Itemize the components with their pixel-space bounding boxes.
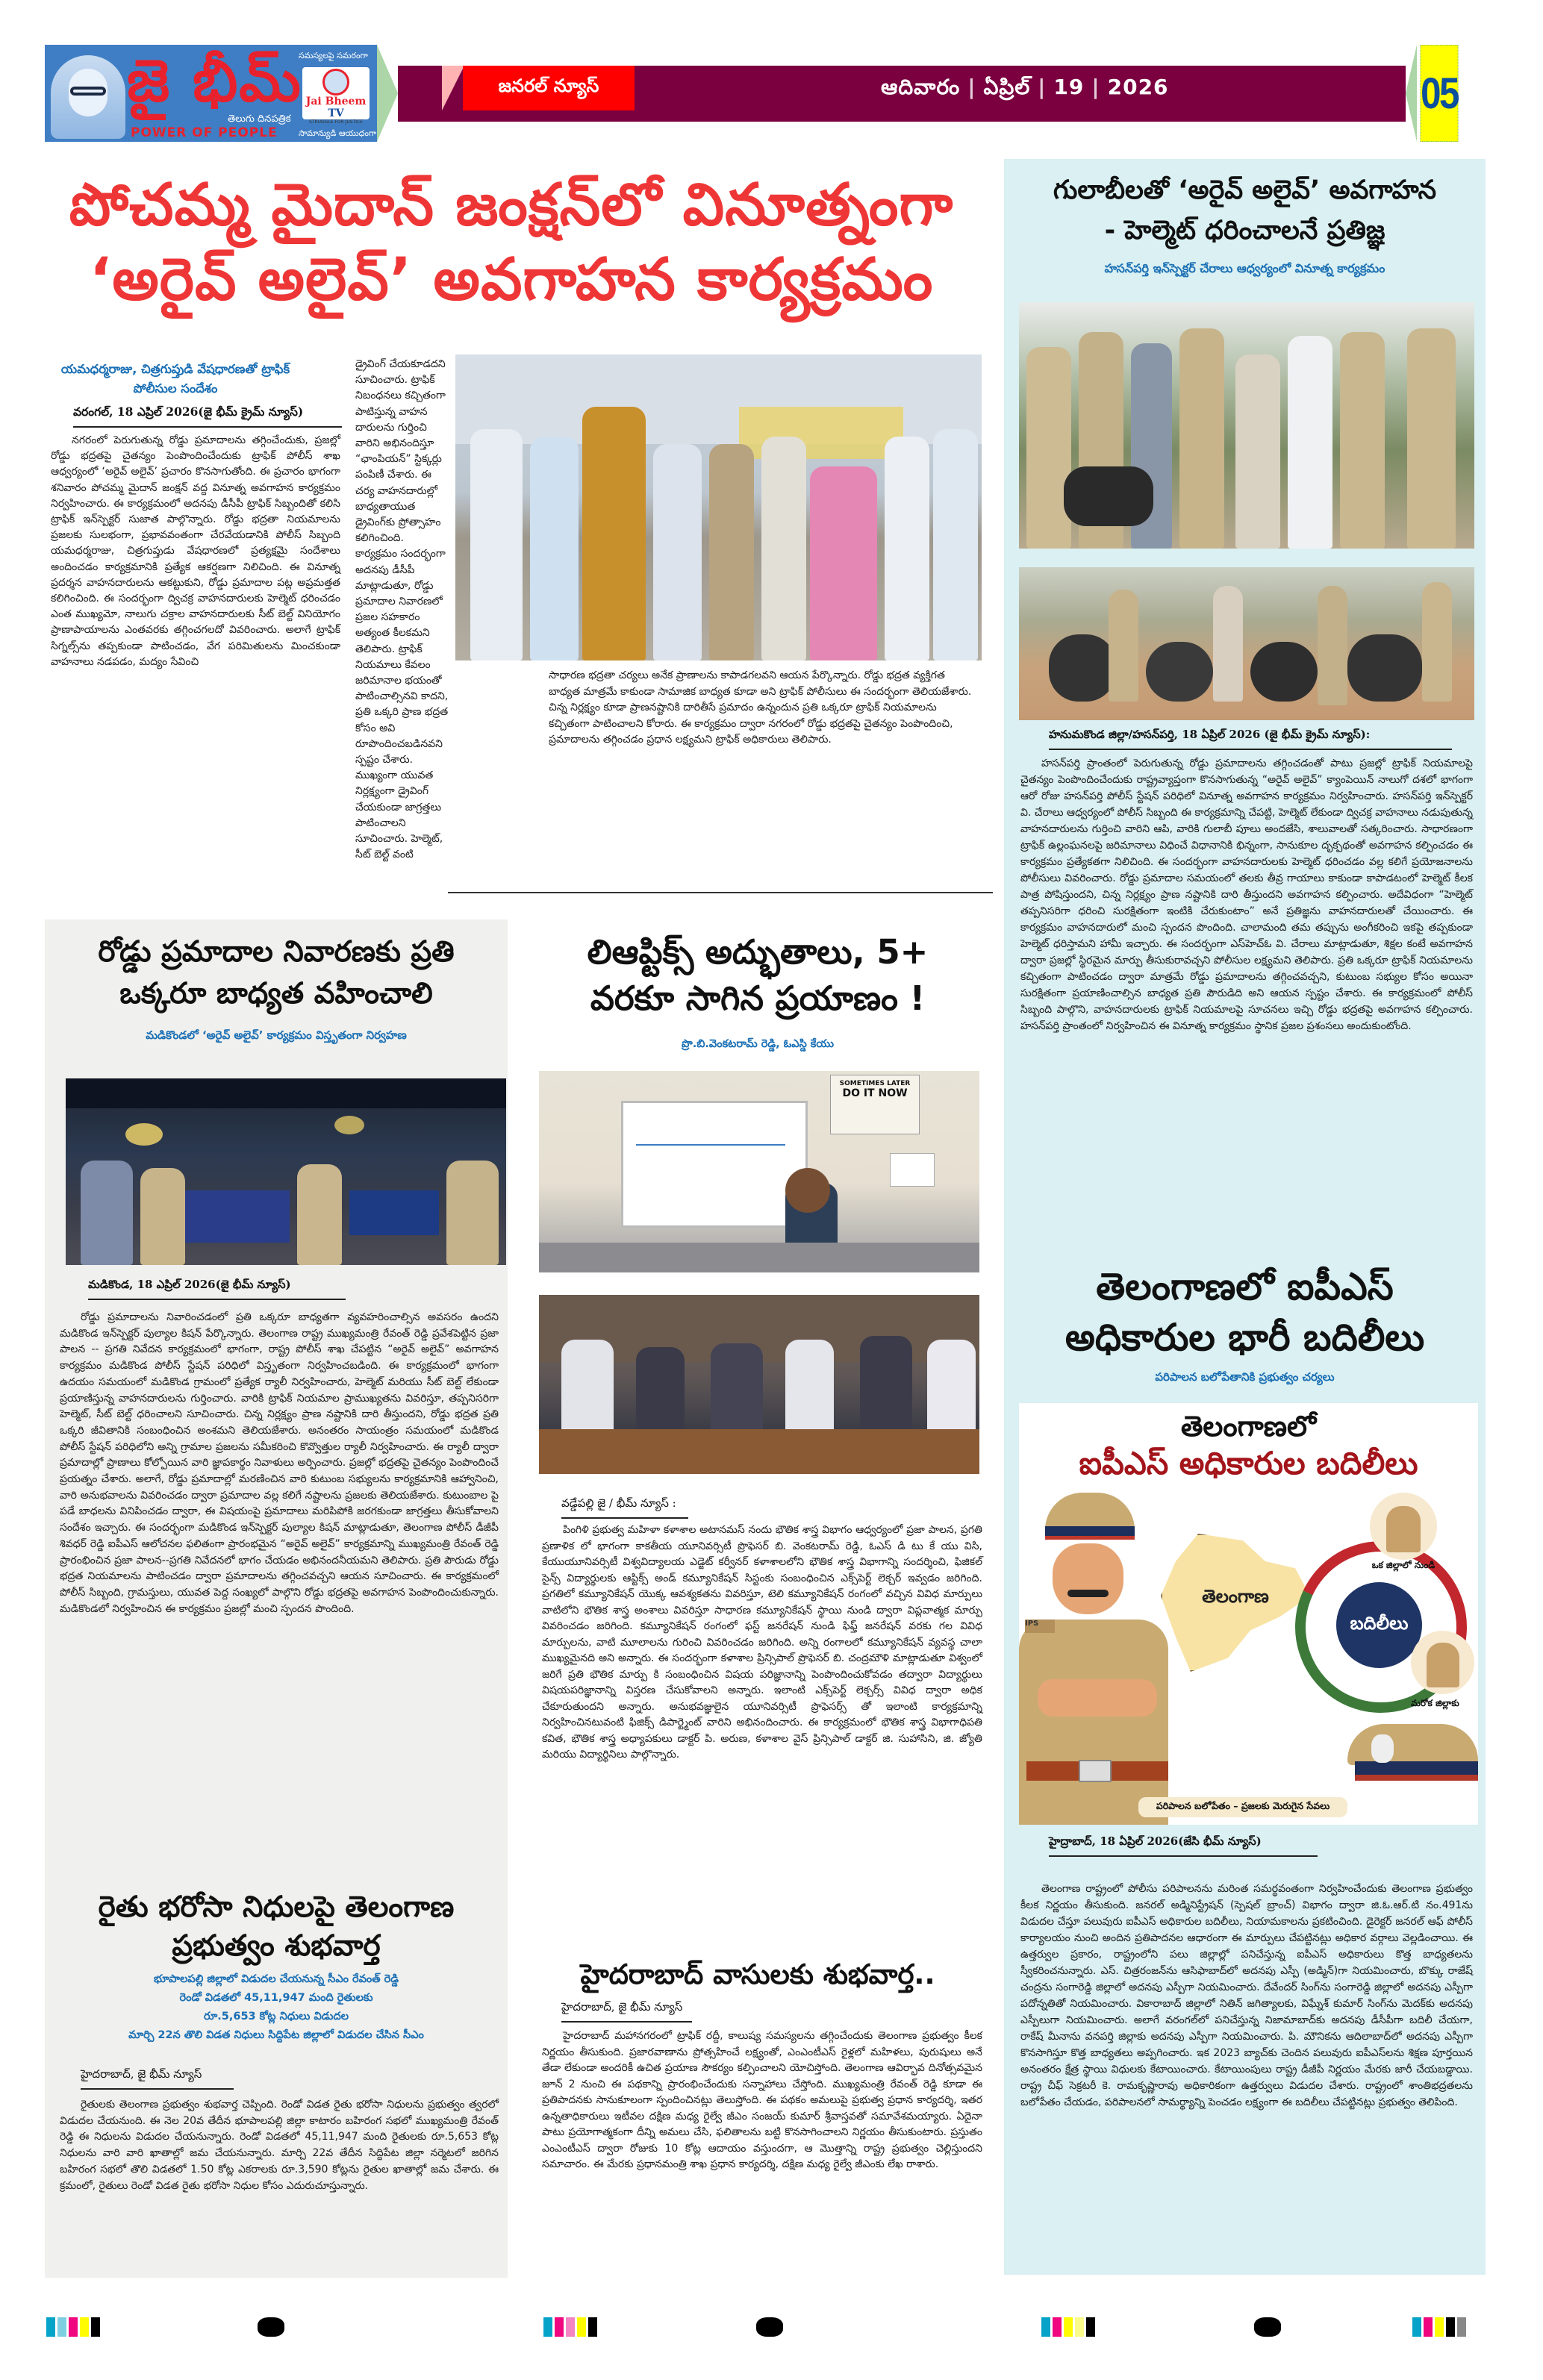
story4-byline: వడ్డేపల్లి జై / భీమ్ న్యూస్ : xyxy=(561,1496,688,1519)
story5-sub4: మార్చి 22న తొలి విడత నిధులు సిద్దిపేట జిల్లాలో విడుదల చేసిన సీఎం xyxy=(128,2029,424,2041)
story7-headline-line1: తెలంగాణలో ఐపీఎస్ xyxy=(1096,1265,1394,1308)
color-swatch xyxy=(543,2317,552,2337)
color-swatch xyxy=(69,2317,78,2337)
story1-subheadline: యమధర్మరాజు, చిత్రగుప్తుడి వేషధారణతో ట్రాఫిక్ పోలీసుల సందేశం xyxy=(60,362,290,396)
color-swatch xyxy=(555,2317,564,2337)
story1-photo[interactable] xyxy=(455,354,982,660)
date-date: 19 xyxy=(1053,75,1085,99)
page-number: 05 xyxy=(1421,45,1459,142)
story4-author: ప్రొ.బి.వెంకటరామ్ రెడ్డి, ఓఎస్డి కేయు xyxy=(681,1038,835,1050)
infographic-title-line1: తెలంగాణలో xyxy=(1180,1410,1317,1443)
story7-body: తెలంగాణ రాష్ట్రంలో పోలీసు పరిపాలనను మరింత సమర్థవంతంగా నిర్వహించేందుకు తెలంగాణ ప్రభుత్వం కీలక నిర్ణయం తీసుకుంది. జనరల్ అడ్మినిస్ట్రేషన్ (స్పెషల్ బ్రాంచ్) విభాగం ద్వారా జి.ఓ.ఆర్.టి నం.491ను విడుదల చేస్తూ పలువురు ఐపీఎస్ అధికారుల బదిలీలు, నియామకాలను ప్రకటించింది. డైరెక్టర్ జనరల్ ఆఫ్ పోలీస్ కార్యాలయం నుంచి అందిన ప్రతిపాదనల ఆధారంగా ఈ మార్పులు చేపట్టినట్లు అధికార వర్గాలు వెల్లడించాయి. ఈ ఉత్తర్వుల ప్రకారం, రాష్ట్రంలోని పలు జిల్లాల్లో పనిచేస్తున్న ఐపీఎస్ అధికారులు కొత్త బాధ్యతలను స్వీకరించనున్నారు. ఎస్. చిత్రరంజన్‌ను ఆసిఫాబాద్‌లో అదనపు ఎస్పీ (అడ్మిన్)గా నియమించారు, బొక్కు రాజేష్ చంద్రను సంగారెడ్డి జిల్లాలో అదనపు ఎస్పీగా నియమించారు. దేవేందర్ సింగ్‌ను సంగారెడ్డి జిల్లాలో అదనపు ఎస్పీగా పదోన్నతితో నియమించారు. వికారాబాద్ జిల్లాలో నితిన్ జగిత్యాలకు, విఘ్నేశ్ కుమార్ సింగ్‌ను మెదక్‌కు అదనపు ఎస్పీలుగా నియమించారు. అలాగే వరంగల్‌లో పనిచేస్తున్న నిజామాబాద్‌కు అదనపు డీసీపీగా బదిలీ చేయగా, రాకేష్ మీనాను వనపర్తి జిల్లాకు అదనపు ఎస్పీగా నియమించారు. పి. మౌనికను ఆదిలాబాద్‌లో అదనపు ఎస్పీగా కొనసాగిస్తూ కొత్త బాధ్యతలు అప్పగించారు. ఇక 2023 బ్యాచ్‌కు చెందిన పలువురు ఐపీఎస్‌లను శిక్షణ పూర్తయిన అనంతరం క్షేత్ర స్థాయి విధులకు కేటాయించారు. కేటాయింపులు రాష్ట్ర డీజీపీ నిర్ణయం మేరకు జారీ చేయబడ్డాయి. రాష్ట్ర చీఫ్ సెక్రటరీ కె. రామకృష్ణారావు అధికారికంగా ఉత్తర్వులు విడుదల చేశారు. రాష్ట్రంలో శాంతిభద్రతలను బలోపేతం చేయడం, పరిపాలనలో సామర్థ్యాన్ని పెంచడం లక్ష్యంగా ఈ బదిలీలు చేపట్టినట్లు ప్రభుత్వం తెలిపింది. xyxy=(1020,1883,1473,2108)
story1-column-2: డ్రైవింగ్ చేయకూడదని సూచించారు. ట్రాఫిక్ నిబంధనలు కచ్చితంగా పాటిస్తున్న వాహన దారులను గుర్తించి వారిని అభినందిస్తూ “ఛాంపియన్” స్టిక్కర్లు పంపిణీ చేశారు. ఈ చర్య వాహనదారుల్లో బాధ్యతాయుత డ్రైవింగ్‌కు ప్రోత్సాహం కలిగించింది. కార్యక్రమం సందర్భంగా అదనపు డీసీపీ మాట్లాడుతూ, రోడ్డు ప్రమాదాల నివారణలో ప్రజల సహకారం అత్యంత కీలకమని తెలిపారు. ట్రాఫిక్ నియమాలు కేవలం జరిమానాల భయంతో పాటించాల్సినవి కాదని, ప్రతి ఒక్కరి ప్రాణ భద్రత కోసం అవి రూపొందించబడినవని స్పష్టం చేశారు. ముఖ్యంగా యువత నిర్లక్ష్యంగా డ్రైవింగ్ చేయకుండా జాగ్రత్తలు పాటించాలని సూచించారు. హెల్మెట్, సీట్ బెల్ట్ వంటి xyxy=(355,358,449,861)
story6-byline: హైదరాబాద్, జై భీమ్ న్యూస్ xyxy=(561,2000,692,2023)
story5-headline-line2: ప్రభుత్వం శుభవార్త xyxy=(172,1929,381,1963)
story5-byline: హైదరాబాద్, జై భీమ్ న్యూస్ xyxy=(81,2067,234,2090)
section-label[interactable]: జనరల్ న్యూస్ xyxy=(463,66,635,110)
tv-logo xyxy=(302,67,370,125)
infographic-title-line2: ఐపీఎస్ అధికారుల బదిలీలు xyxy=(1079,1445,1418,1481)
color-bar-3 xyxy=(1041,2317,1095,2337)
color-swatch xyxy=(1412,2317,1421,2337)
color-swatch xyxy=(1064,2317,1073,2337)
color-swatch xyxy=(577,2317,586,2337)
color-swatch xyxy=(46,2317,55,2337)
from-district-label: ఒక జిల్లాలో నుండి xyxy=(1371,1560,1436,1570)
classroom-sign xyxy=(830,1075,920,1134)
registration-mark xyxy=(1254,2317,1281,2337)
story1-column-1: నగరంలో పెరుగుతున్న రోడ్డు ప్రమాదాలను తగ్గించేందుకు, ప్రజల్లో రోడ్డు భద్రతపై చైతన్యం పెంపొందించేందుకు ట్రాఫిక్ పోలీస్ శాఖ ఆధ్వర్యంలో ‘అరైవ్ అలైవ్’ ప్రచారం కొనసాగుతోంది. ఈ ప్రచారం భాగంగా శనివారం పోచమ్మ మైదాన్ జంక్షన్ వద్ద వినూత్న అవగాహన కార్యక్రమం నిర్వహించారు. ఈ కార్యక్రమంలో అదనపు డీసీపీ ట్రాఫిక్ సిబ్బందితో కలిసి ట్రాఫిక్ ఇన్‌స్పెక్టర్ సుజాత పాల్గొన్నారు. రోడ్డు భద్రతా నియమాలను ప్రజలకు సులభంగా, ప్రభావవంతంగా చేరవేయడానికి పోలీస్ సిబ్బంది యమధర్మరాజు, చిత్రగుప్తుడు వేషధారణలో ప్రత్యక్షమై సందేశాలు అందించడం కార్యక్రమానికి ప్రత్యేక ఆకర్షణగా నిలిచింది. ఈ వినూత్న ప్రదర్శన వాహనదారులను ఆకట్టుకుని, రోడ్డు ప్రమాదాల పట్ల అప్రమత్తత కలిగించింది. ఈ సందర్భంగా ద్విచక్ర వాహనదారులకు హెల్మెట్ ధరించడం ఎంత ముఖ్యమో, నాలుగు చక్రాల వాహనదారులకు సీట్ బెల్ట్ వినియోగం ప్రాణాపాయాలను ఎంతవరకు తగ్గించగలదో వివరించారు. అలాగే ట్రాఫిక్ సిగ్నల్స్‌ను తప్పకుండా పాటించడం, వేగ పరిమితులను మించకుండా వాహనాలు నడపడం, మద్యం సేవించి xyxy=(51,434,340,668)
color-swatch xyxy=(1075,2317,1084,2337)
story2-photo-1[interactable] xyxy=(1019,302,1474,549)
police-officer-illustration xyxy=(1019,1493,1168,1825)
story1-column-3: సాధారణ భద్రతా చర్యలు అనేక ప్రాణాలను కాపాడగలవని ఆయన పేర్కొన్నారు. రోడ్డు భద్రత వ్యక్తిగత బాధ్యత మాత్రమే కాకుండా సామాజిక బాధ్యత కూడా అని ట్రాఫిక్ పోలీసులు ఈ సందర్భంగా తెలియజేశారు. చిన్న నిర్లక్ష్యం కూడా ప్రాణనష్టానికి దారితీసే ప్రమాదం ఉన్నందున ప్రతి ఒక్కరూ ట్రాఫిక్ నియమాలను కచ్చితంగా పాటించాలని కోరారు. ఈ కార్యక్రమం ద్వారా నగరంలో రోడ్డు భద్రతపై చైతన్యం పెంపొందించి, ప్రమాదాలను తగ్గించడం ప్రధాన లక్ష్యమని ట్రాఫిక్ అధికారులు తెలిపారు. xyxy=(549,669,972,746)
story7-headline-line2: అధికారుల భారీ బదిలీలు xyxy=(1064,1316,1425,1359)
story4-body: పింగిళి ప్రభుత్వ మహిళా కళాశాల అటానమస్ నందు భౌతిక శాస్త్ర విభాగం ఆధ్వర్యంలో ప్రజా పాలన, ప్రగతి ప్రణాళిక లో భాగంగా కాకతీయ యూనివర్సిటీ ప్రొఫెసర్ బి. వెంకటరామ్ రెడ్డి, ఓఎస్ డి టు కే యు విసి, కేయుయూనివర్సిటీ విశ్వవిద్యాలయ ఎడ్జెట్ కర్వీనర్ కళాశాలలోని భౌతిక శాస్త్ర విభాగాన్ని సందర్శించి, ఫిజికల్ సైన్స్ విద్యార్థులకు ఆప్టిక్స్ అండ్ కమ్యూనికేషన్ సిస్టంకు సంబంధించిన ఎక్స్‌పెర్ట్ లెక్చర్ ఇవ్వడం జరిగింది. ప్రగతిలో కమ్యూనికేషన్ యొక్క ఆవశ్యకతను వివరిస్తూ, టెలి కమ్యూనికేషన్ రంగంలో వచ్చిన వివిధ మార్పులు వాటిలోని భౌతిక శాస్త్ర అంశాలు వివరిస్తూ సాధారణ కమ్యూనికేషన్ స్థాయి నుండి ద్వారా విప్లవాత్మక మార్పు వివరించడం జరిగింది. కమ్యూనికేషన్ రంగంలో ఫస్ట్ జనరేషన్ నుండి ఫిఫ్త్ జనరేషన్ వరకు గల వివిధ మార్పులను, వాటి మూలాలను గురించి వివరించడం జరిగింది. అన్ని రంగాలలో కమ్యూనికేషన్ వ్యవస్థ చాలా ముఖ్యమైనది అని అన్నారు. ఈ సందర్భంగా కళాశాల ప్రిన్సిపాల్ ప్రొఫెసర్ బి. చంద్రమౌళి మాట్లాడుతూ విశ్వంలో జరిగే ప్రతి భౌతిక మార్పు కి సంబంధించిన విషయ పరిజ్ఞానాన్ని పెంపొందించుకోవడం తద్వారా విద్యార్థులు విషయపరిజ్ఞానాన్ని విస్తరణ చేసుకోవాలని అన్నారు. ఇలాంటి ఎక్స్‌పెర్ట్ లెక్చర్స్ వివిధ ద్వారా అధిక చేకూరుతుందని అన్నారు. అనుభవజ్ఞులైన యూనివర్సిటీ ప్రొఫెసర్స్ తో ఇలాంటి కార్యక్రమాన్ని నిర్వహించినటువంటి ఫిజిక్స్ డిపార్ట్మెంట్ వారిని అభినందించారు. ఈ కార్యక్రమంలో భౌతిక శాస్త్ర విభాగాధిపతి కవిత, భౌతిక శాస్త్ర అధ్యాపకులు డాక్టర్ పి. అరుణ, కళాశాల వైస్ ప్రిన్సిపాల్ డాక్టర్ జి. సుహాసిని, జి. జ్యోతి మరియు విద్యార్థినిలు పాల్గొన్నారు. xyxy=(542,1524,982,1761)
story3-byline: మడికొండ, 18 ఎప్రిల్ 2026(జై భీమ్ న్యూస్) xyxy=(88,1278,346,1300)
tv-motto: STRUGGLE FOR JUSTICE xyxy=(308,119,363,125)
story1-byline: వరంగల్, 18 ఎప్రిల్ 2026(జై భీమ్ క్రైమ్ న్యూస్) xyxy=(73,405,342,428)
portrait-image xyxy=(51,55,125,139)
story7-byline: హైద్రాబాద్, 18 ఏప్రిల్ 2026(జేసి భీమ్ న్యూస్) xyxy=(1049,1834,1318,1857)
color-bar-2 xyxy=(543,2317,597,2337)
slogan-bottom: సామాన్యుడి ఆయుధంగా xyxy=(299,128,377,138)
story6-headline[interactable]: హైదరాబాద్ వాసులకు శుభవార్త.. xyxy=(580,1958,935,1990)
story1-headline-line1: పోచమ్మ మైదాన్ జంక్షన్‌లో వినూత్నంగా xyxy=(69,172,954,239)
story5-sub1: భూపాలపల్లి జిల్లాలో విడుదల చేయనున్న సీఎం రేవంత్ రెడ్డి xyxy=(154,1973,399,1985)
story2-subheadline: హసన్‌పర్తి ఇన్‌స్పెక్టర్ చేరాలు ఆధ్వర్యంలో వినూత్న కార్యక్రమం xyxy=(1104,261,1385,275)
color-bar-1 xyxy=(46,2317,100,2337)
story2-headline-line1: గులాబీలతో ‘అరైవ్ అలైవ్’ అవగాహన xyxy=(1053,175,1437,205)
story4-lecture-photo[interactable] xyxy=(539,1071,979,1272)
color-swatch xyxy=(80,2317,89,2337)
to-district-label: మరోక జిల్లాకు xyxy=(1411,1698,1459,1708)
police-cap-icon xyxy=(1347,1724,1478,1799)
color-swatch xyxy=(588,2317,597,2337)
map-label: తెలంగాణ xyxy=(1202,1586,1269,1607)
story3-headline[interactable] xyxy=(49,931,504,1015)
story2-headline[interactable] xyxy=(1008,170,1482,251)
tv-brand: Jai Bheem xyxy=(305,96,367,107)
story3-headline-line1: రోడ్డు ప్రమాదాల నివారణకు ప్రతి xyxy=(98,935,455,969)
page-number-wedge xyxy=(1406,45,1417,142)
date-month: ఏప్రిల్ xyxy=(983,75,1031,99)
story3-body: రోడ్డు ప్రమాదాలను నివారించడంలో ప్రతి ఒక్కరూ బాధ్యతగా వ్యవహరించాల్సిన అవసరం ఉందని మడికొండ ఇన్‌స్పెక్టర్ పుల్యాల కిషన్ పేర్కొన్నారు. తెలంగాణ రాష్ట్ర ముఖ్యమంత్రి రేవంత్ రెడ్డి ప్రవేశపెట్టిన ప్రజా పాలన -- ప్రగతి నివేదన కార్యక్రమంలో భాగంగా, రాష్ట్ర పోలీస్ శాఖ చేపట్టిన “అరైవ్ అలైవ్” అవగాహన కార్యక్రమం మడికొండ పోలీస్ స్టేషన్ పరిధిలో విస్తృతంగా నిర్వహించబడింది. ఈ కార్యక్రమంలో భాగంగా ఉదయం సమయంలో మడికొండ గ్రామంలో ప్రత్యేక ర్యాలీ నిర్వహించారు, హెల్మెట్ మరియు సీట్ బెల్ట్ లేకుండా ప్రయాణిస్తున్న వాహనదారులను గుర్తించారు. వారికి ట్రాఫిక్ నియమాల ప్రాముఖ్యతను వివరిస్తూ, తప్పనిసరిగా హెల్మెట్, సీట్ బెల్ట్ ధరించాలని సూచించారు. చిన్న నిర్లక్ష్యం ప్రాణ నష్టానికి దారి తీస్తుందని, రోడ్డు భద్రత ప్రతి ఒక్కరి జీవితానికి సంబంధించిన అంశమని తెలియజేశారు. అనంతరం సాయంత్రం సమయంలో మడికొండ పోలీస్ స్టేషన్ పరిధిలోని అన్ని గ్రామాల ప్రజలను సమీకరించి కొవ్వొత్తుల ర్యాలీ నిర్వహించారు. ఈ ర్యాలీ ద్వారా ప్రమాదాల్లో ప్రాణాలు కోల్పోయిన వారి జ్ఞాపకార్థం నివాళులు అర్పించారు. ప్రజల్లో భద్రతపై చైతన్యం పెంపొందించే ప్రయత్నం చేశారు. అలాగే, రోడ్డు ప్రమాదాల్లో మరణించిన వారి కుటుంబ సభ్యులను కార్యక్రమానికి ఆహ్వానించి, వారి అనుభవాలను వివరించడం ద్వారా ప్రమాదాల వల్ల కలిగే నష్టాలను ప్రజలకు తెలియజేశారు. కుటుంబాల పై పడే బాధలను వినిపించడం ద్వారా, ఈ విషయంపై ప్రమాదాలు మరిపిపోకి జరగకుండా జాగ్రత్తలు తీసుకోవాలని సందేశం ఇచ్చారు. ఈ సందర్భంగా మడికొండ ఇన్‌స్పెక్టర్ పుల్యాల కిషన్ మాట్లాడుతూ, తెలంగాణ పోలీస్ డీజీపీ శివధర్ రెడ్డి ఐపీఎస్ ఆలోచనల ఫలితంగా ప్రారంభమైన “అరైవ్ అలైవ్” కార్యక్రమాన్ని ముఖ్యమంత్రి రేవంత్ రెడ్డి ప్రారంభించిన ప్రజా పాలన--ప్రగతి నివేదనలో భాగం చేయడం అభినందనీయమని తెలిపారు. ప్రతి పౌరుడు రోడ్డు భద్రత నియమాలను పాటించడం ద్వారా ప్రమాదాలను తగ్గించవచ్చని ఆయన సూచించారు. ఈ కార్యక్రమంలో పోలీస్ సిబ్బంది, గ్రామస్తులు, యువత పెద్ద సంఖ్యలో పాల్గొని రోడ్డు భద్రతపై అవగాహన పెంపొందించుకున్నారు. మడికొండలో నిర్వహించిన ఈ కార్యక్రమం ప్రజల్లో మంచి స్పందన పొందింది. xyxy=(60,1311,499,1615)
tv-suffix: TV xyxy=(328,107,344,119)
story5-sub2: రెండో విడతలో 45,11,947 మంది రైతులకు xyxy=(179,1992,373,2004)
registration-mark xyxy=(258,2317,284,2337)
story7-headline[interactable] xyxy=(1008,1261,1482,1363)
issue-date: ఆదివారం | ఏప్రిల్ | 19 | 2026 xyxy=(881,75,1169,104)
registration-mark xyxy=(756,2317,783,2337)
newspaper-logo[interactable] xyxy=(45,45,377,142)
color-swatch xyxy=(566,2317,575,2337)
date-day: ఆదివారం xyxy=(881,75,961,99)
divider xyxy=(448,892,993,893)
story7-subheadline: పరిపాలన బలోపేతానికి ప్రభుత్వం చర్యలు xyxy=(1155,1370,1335,1384)
color-swatch xyxy=(1457,2317,1466,2337)
color-swatch xyxy=(1435,2317,1444,2337)
ips-badge: IPS xyxy=(1025,1620,1055,1633)
ips-transfer-infographic[interactable] xyxy=(1019,1403,1478,1825)
story3-rally-photo[interactable] xyxy=(66,1078,506,1265)
story1-headline-line2: ‘అరైవ్ అలైవ్’ అవగాహన కార్యక్రమం xyxy=(89,246,934,313)
logo-wedge xyxy=(377,45,398,142)
story5-headline[interactable] xyxy=(49,1888,504,1966)
slogan-top: సమస్యలపై సమరంగా xyxy=(299,51,368,60)
paper-subtitle: తెలుగు దినపత్రిక xyxy=(228,113,291,125)
section-tab-accent xyxy=(442,66,464,110)
story5-sub3: రూ.5,653 కోట్ల నిధులు విడుదల xyxy=(203,2011,349,2023)
story2-byline: హనుమకొండ జిల్లా/హసన్‌పర్తి, 18 ఏప్రిల్ 2026 (జై భీమ్ క్రైమ్ న్యూస్): xyxy=(1049,728,1452,750)
story5-headline-line1: రైతు భరోసా నిధులపై తెలంగాణ xyxy=(98,1890,455,1924)
classroom-sign-line2: DO IT NOW xyxy=(842,1087,908,1099)
story2-body: హసన్‌పర్తి ప్రాంతంలో పెరుగుతున్న రోడ్డు ప్రమాదాలను తగ్గించడంతో పాటు ప్రజల్లో ట్రాఫిక్ నియమాలపై చైతన్యం పెంపొందించేందుకు రాష్ట్రవ్యాప్తంగా కొనసాగుతున్న “అరైవ్ అలైవ్” క్యాంపెయిన్ నాలుగో దశలో భాగంగా ఆరో రోజు హసన్‌పర్తి పోలీస్ స్టేషన్ పరిధిలో వినూత్న అవగాహన కార్యక్రమం నిర్వహించారు. హసన్‌పర్తి ఇన్‌స్పెక్టర్ వి. చేరాలు ఆధ్వర్యంలో పోలీస్ సిబ్బంది ఈ కార్యక్రమాన్ని చేపట్టి, హెల్మెట్ లేకుండా ద్విచక్ర వాహనాలు నడుపుతున్న వాహనదారులను గుర్తించి వారిని ఆపి, వారికి గులాబీ పూలు అందజేసి, శాలువాలతో సత్కరించారు. సాధారణంగా ట్రాఫిక్ ఉల్లంఘనలపై జరిమానాలు విధించే విధానానికి భిన్నంగా, సానుకూల దృక్పథంతో అవగాహన కల్పించడం ఈ కార్యక్రమం ప్రత్యేకతగా నిలిచింది. ఈ సందర్భంగా వాహనదారులకు హెల్మెట్ ధరించడం వల్ల కలిగే ప్రయోజనాలను పోలీసులు వివరించారు. రోడ్డు ప్రమాదాల సమయంలో తలకు తీవ్ర గాయాలు కాకుండా కాపాడటంలో హెల్మెట్ కీలక పాత్ర పోషిస్తుందని, చిన్న నిర్లక్ష్యం ప్రాణ నష్టానికి దారి తీస్తుందని అవగాహన కల్పించారు. అదేవిధంగా “హెల్మెట్ తప్పనిసరిగా ధరించి సురక్షితంగా ఇంటికి చేరుకుంటాం” అనే ప్రతిజ్ఞను వాహనదారులతో చేయించారు. ఈ కార్యక్రమం వాహనదారులో మంచి స్పందన పొందింది. చాలామంది తమ తప్పును అంగీకరించి ఇకపై తప్పకుండా హెల్మెట్ ధరిస్తామని హామీ ఇచ్చారు. ఈ సందర్భంగా ఎస్‌హెచ్‌ఓ వి. చేరాలు మాట్లాడుతూ, శిక్షల కంటే అవగాహన ద్వారా ప్రజల్లో స్థిరమైన మార్పు తీసుకురావచ్చని పోలీసుల లక్ష్యమని తెలిపారు. ప్రతి ఒక్కరూ ట్రాఫిక్ నియమాలను కచ్చితంగా పాటించడం ద్వారా మాత్రమే రోడ్డు ప్రమాదాలను తగ్గించవచ్చని, కుటుంబ సభ్యుల కోసం అయినా సురక్షితంగా ప్రయాణించాల్సిన బాధ్యత ప్రతి పౌరుడిది అని ఆయన స్పష్టం చేశారు. ఈ కార్యక్రమంలో పోలీస్ సిబ్బంది పాల్గొని, వాహనదారులకు ట్రాఫిక్ నియమాలపై సూచనలు ఇచ్చి రోడ్డు భద్రతపై అవగాహన కల్పించారు. హసన్‌పర్తి ప్రాంతంలో నిర్వహించిన ఈ వినూత్న కార్యక్రమం స్థానిక ప్రజల ప్రశంసలు అందుకుంటోంది. xyxy=(1020,758,1473,1032)
classroom-sign-line1: SOMETIMES LATER xyxy=(839,1080,911,1087)
officer-to-icon xyxy=(1411,1631,1474,1694)
date-year: 2026 xyxy=(1107,75,1169,99)
story1-headline[interactable] xyxy=(30,168,993,317)
story2-headline-line2: - హెల్మెట్ ధరించాలనే ప్రతిజ్ఞ xyxy=(1104,216,1385,246)
color-swatch xyxy=(1424,2317,1433,2337)
color-swatch xyxy=(1041,2317,1050,2337)
color-swatch xyxy=(1086,2317,1095,2337)
story6-body: హైదరాబాద్ మహానగరంలో ట్రాఫిక్ రద్దీ, కాలుష్య సమస్యలను తగ్గించేందుకు తెలంగాణ ప్రభుత్వం కీలక నిర్ణయం తీసుకుంది. ప్రజారవాణాను ప్రోత్సహించే లక్ష్యంతో, ఎంఎంటీఎస్ రైళ్లలో మహిళలు, పురుషులు అనే తేడా లేకుండా అందరికీ ఉచిత ప్రయాణ సౌకర్యం కల్పించాలని యోచిస్తోంది. తెలంగాణ ఆవిర్భావ దినోత్సవమైన జూన్ 2 నుంచి ఈ పథకాన్ని ప్రారంభించేందుకు సన్నాహాలు చేస్తోంది. ముఖ్యమంత్రి రేవంత్ రెడ్డి కూడా ఈ ప్రతిపాదనకు సానుకూలంగా స్పందించినట్లు తెలుస్తోంది. ఈ పథకం అమలుపై ప్రభుత్వ ప్రధాన కార్యదర్శి, ఇతర ఉన్నతాధికారులు ఇటీవల దక్షిణ మధ్య రైల్వే జీఎం సంజయ్ కుమార్ శ్రీవాస్తవతో సమావేశమయ్యారు. ఏదైనా పాటు ప్రయోగాత్మకంగా దీన్ని అమలు చేసి, ఫలితాలను బట్టి కొనసాగించాలని నిర్ణయం తీసుకుంటారు. ప్రస్తుతం ఎంఎంటీఎస్ ద్వారా రోజుకు 10 కోట్ల ఆదాయం వస్తుందగా, ఆ మొత్తాన్ని రాష్ట్ర ప్రభుత్వం చెల్లిస్తుందని సమాచారం. ఈ మేరకు ప్రధానమంత్రి శాఖ ప్రధాన కార్యదర్శి, దక్షిణ మధ్య రైల్వే జీఎంకు లేఖ రాశారు. xyxy=(542,2030,982,2170)
story2-photo-2[interactable] xyxy=(1019,567,1474,720)
color-swatch xyxy=(1053,2317,1062,2337)
story4-students-photo[interactable] xyxy=(539,1295,979,1474)
story4-headline-line2: వరకూ సాగిన ప్రయాణం ! xyxy=(590,978,926,1018)
story4-headline-line1: లిఆప్టిక్స్ అద్భుతాలు, 5+ xyxy=(587,932,929,972)
paper-name: జై భీమ్ xyxy=(127,48,302,115)
story3-subheadline: మడికొండలో ‘అరైవ్ అలైవ్’ కార్యక్రమం విస్తృతంగా నిర్వహణ xyxy=(146,1028,407,1042)
story5-body: రైతులకు తెలంగాణ ప్రభుత్వం శుభవార్త చెప్పింది. రెండో విడత రైతు భరోసా నిధులను ప్రభుత్వం త్వరలో విడుదల చేయనుంది. ఈ నెల 20వ తేదీన భూపాలపల్లి జిల్లా కాటారం బహిరంగ సభలో ముఖ్యమంత్రి రేవంత్ రెడ్డి ఈ నిధులను విడుదల చేయనున్నారు. రెండో విడతలో 45,11,947 మంది రైతులకు రూ.5,653 కోట్ల నిధులను వారి వారి ఖాతాల్లో జమ చేయనున్నారు. మార్చి 22వ తేదీన సిద్దిపేట జిల్లా నర్మెటలో జరిగిన బహిరంగ సభలో తొలి విడతలో 1.50 కోట్ల ఎకరాలకు రూ.3,590 కోట్లను రైతుల ఖాతాల్లో జమ చేశారు. ఈ క్రమంలో, రైతులు రెండో విడత రైతు భరోసా నిధుల కోసం ఎదురుచూస్తున్నారు. xyxy=(60,2099,499,2192)
color-swatch xyxy=(57,2317,66,2337)
story3-headline-line2: ఒక్కరూ బాధ్యత వహించాలి xyxy=(119,977,433,1011)
infographic-banner: పరిపాలన బలోపేతం – ప్రజలకు మెరుగైన సేవలు xyxy=(1138,1797,1347,1817)
officer-from-icon xyxy=(1370,1493,1437,1560)
story5-subheadlines xyxy=(49,1970,504,2045)
color-bar-4 xyxy=(1412,2317,1466,2337)
paper-tagline: POWER OF PEOPLE xyxy=(131,125,278,140)
story4-headline[interactable] xyxy=(526,929,989,1022)
color-swatch xyxy=(1446,2317,1455,2337)
color-swatch xyxy=(91,2317,100,2337)
emblem-icon xyxy=(322,69,349,96)
transfers-center-circle: బదిలీలు xyxy=(1336,1582,1422,1668)
